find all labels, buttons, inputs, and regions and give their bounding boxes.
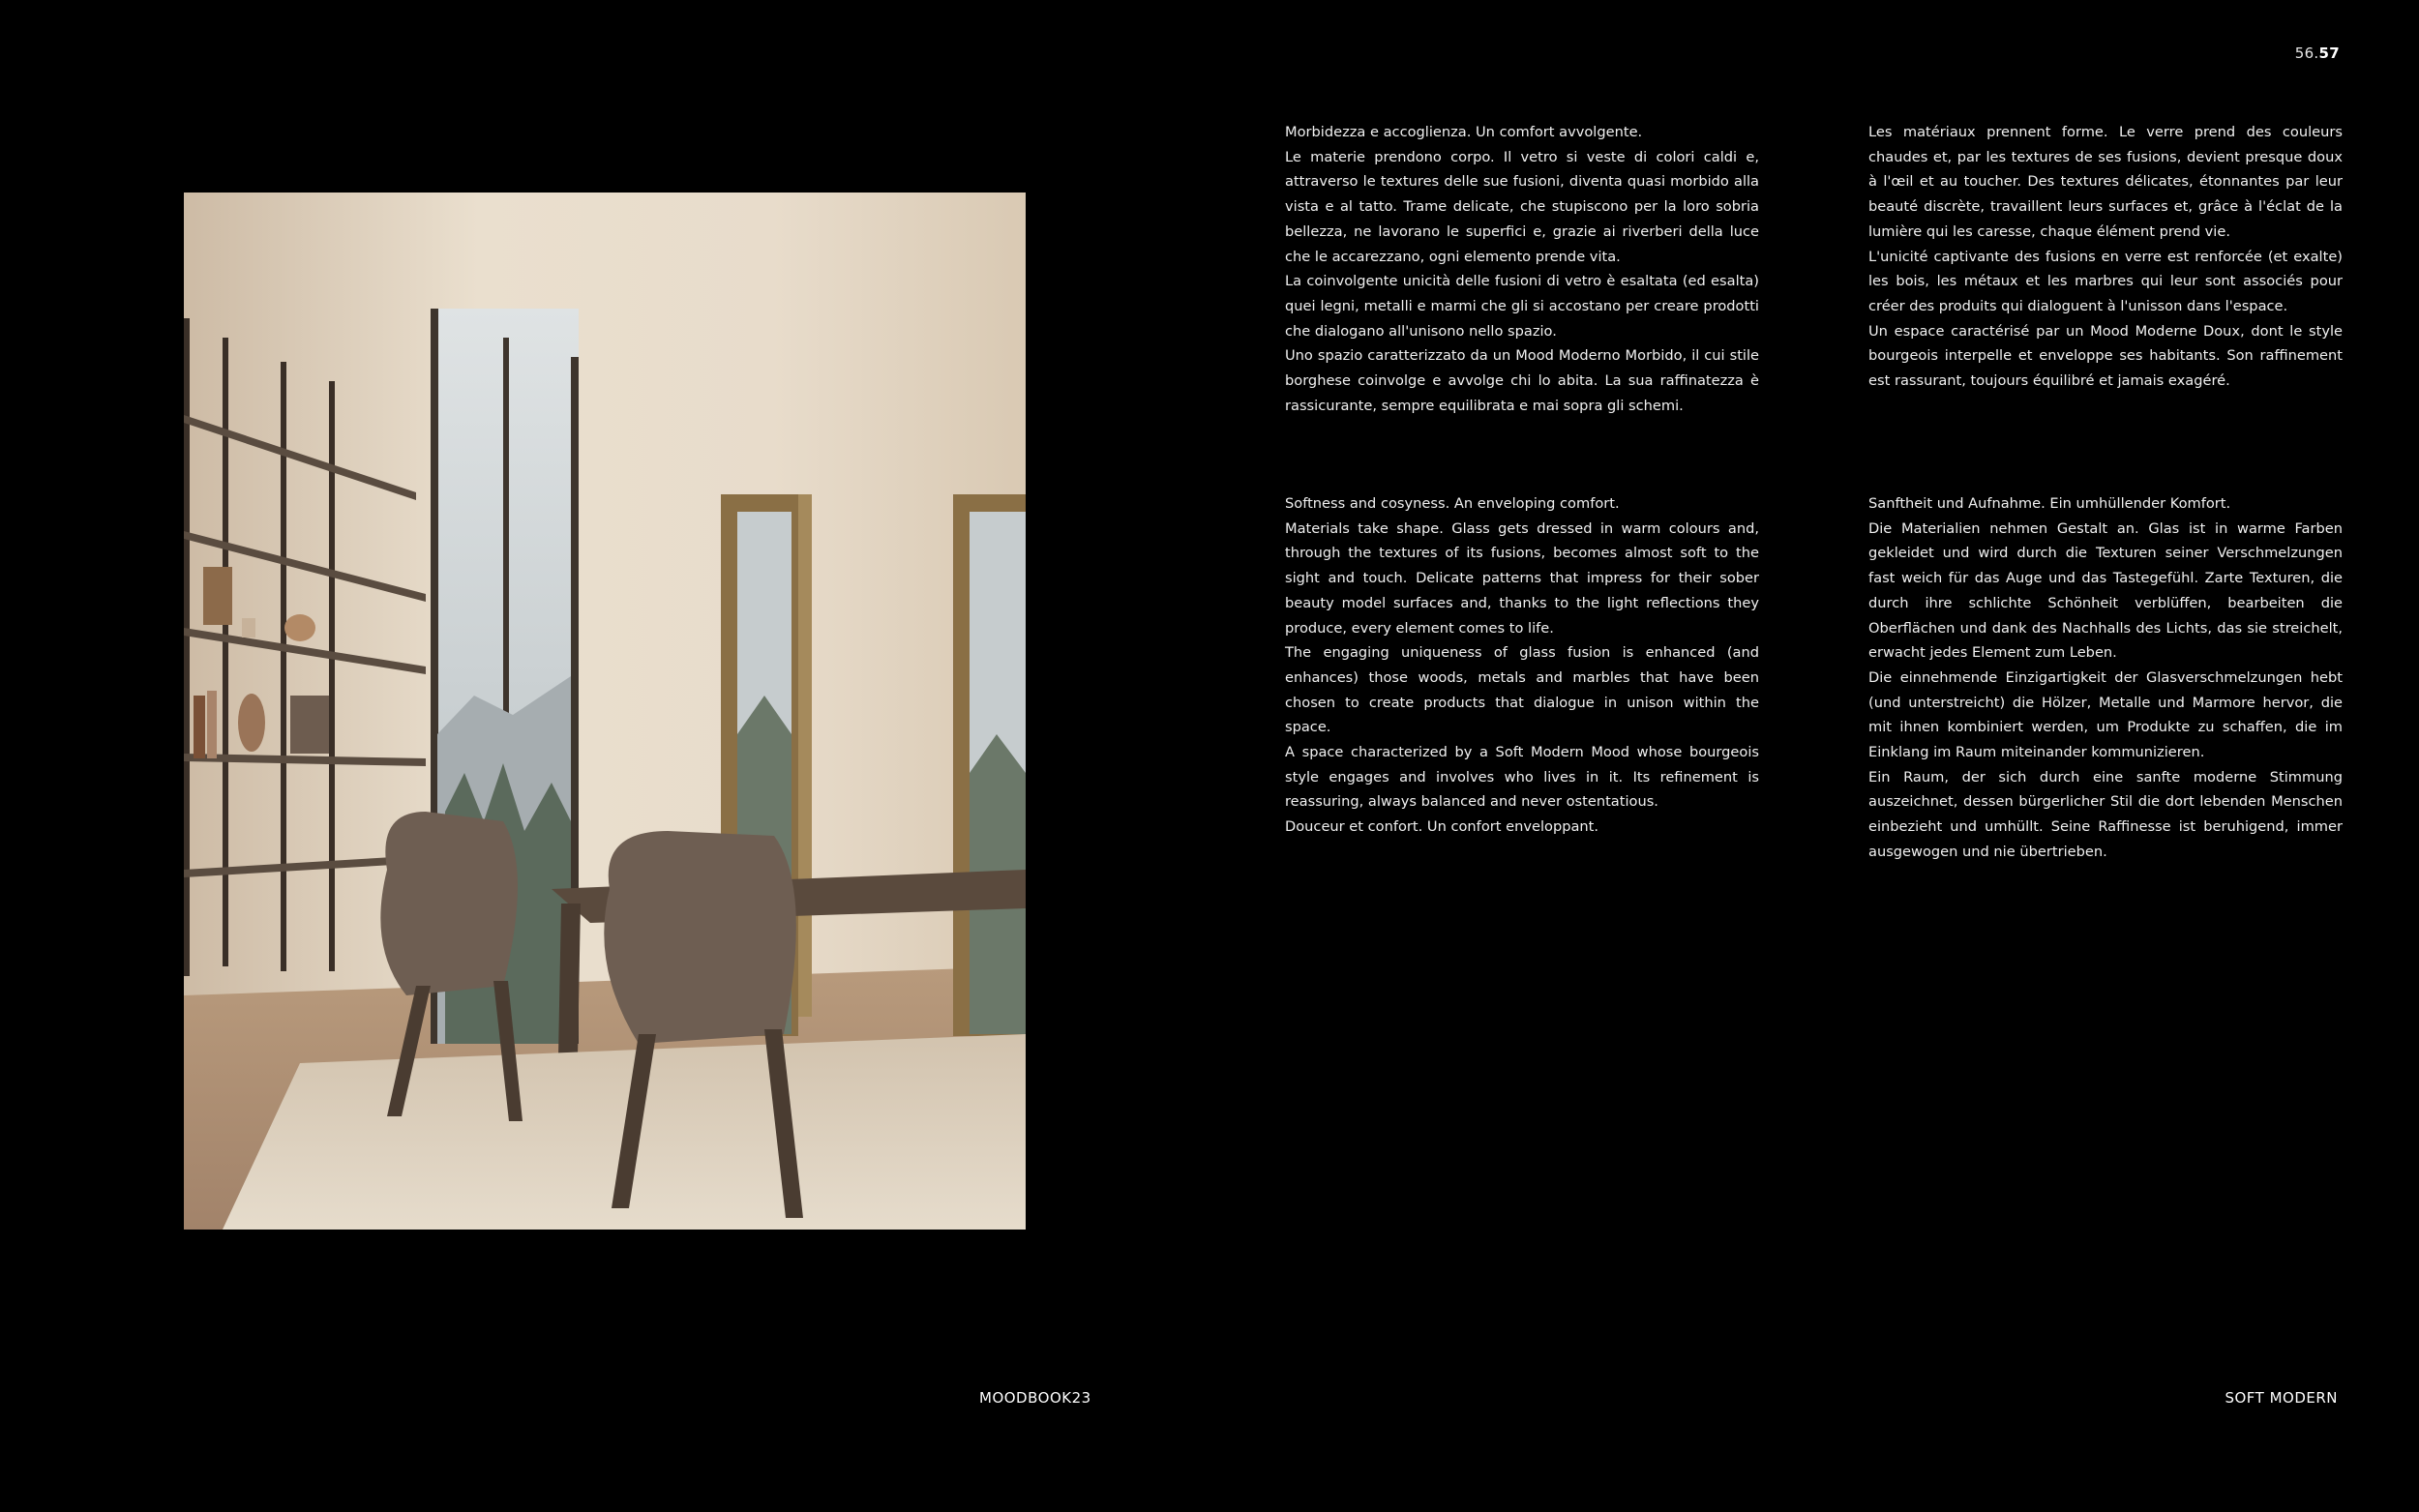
text-german xyxy=(1868,491,2343,865)
text-italian-paragraph: Le materie prendono corpo. Il vetro si veste di colori caldi e, attraverso le textures delle sue fusioni, diventa quasi morbido alla vista e al tatto. Trame delicate, che stupiscono per la loro sobria bellezza, ne lavorano le superfici e, grazie ai riverberi della luce che le accarezzano, ogni elemento prende vita. xyxy=(1285,148,1759,265)
text-english-paragraph: Materials take shape. Glass gets dressed in warm colours and, through the textures of its fusions, becomes almost soft to the sight and touch. Delicate patterns that impress for their sober beauty model surfaces and, thanks to the light reflections they produce, every element comes to life. xyxy=(1285,519,1759,637)
text-german-paragraph: Die einnehmende Einzigartigkeit der Glasverschmelzungen hebt (und unterstreicht) die Hölzer, Metalle und Marmore hervor, die mit ihnen kombiniert werden, um Produkte zu schaffen, die im Einklang im Raum miteinander kommunizieren. xyxy=(1868,668,2343,761)
text-german-heading: Sanftheit und Aufnahme. Ein umhüllender Komfort. xyxy=(1868,495,2231,512)
text-german-paragraph: Ein Raum, der sich durch eine sanfte moderne Stimmung auszeichnet, dessen bürgerlicher Stil die dort lebenden Menschen einbezieht und umhüllt. Seine Raffinesse ist beruhigend, immer ausgewogen und nie übertrieben. xyxy=(1868,768,2343,860)
page-number-left: 56. xyxy=(2294,44,2319,62)
text-english-paragraph: Douceur et confort. Un confort enveloppant. xyxy=(1285,818,1599,836)
text-french xyxy=(1868,120,2343,394)
interior-dining-room-photo xyxy=(184,193,1026,1230)
text-french-paragraph: Un espace caractérisé par un Mood Moderne Doux, dont le style bourgeois interpelle et enveloppe ses habitants. Son raffinement est rassurant, toujours équilibré et jamais exagéré. xyxy=(1868,322,2343,390)
text-italian-heading: Morbidezza e accoglienza. Un comfort avvolgente. xyxy=(1285,124,1643,140)
text-english xyxy=(1285,491,1759,840)
text-english-paragraph: A space characterized by a Soft Modern Mood whose bourgeois style engages and involves who lives in it. Its refinement is reassuring, always balanced and never ostentatious. xyxy=(1285,744,1759,811)
text-italian-paragraph: Uno spazio caratterizzato da un Mood Moderno Morbido, il cui stile borghese coinvolge e avvolge chi lo abita. La sua raffinatezza è rassicurante, sempre equilibrata e mai sopra gli schemi. xyxy=(1285,347,1759,414)
page-number xyxy=(2225,44,2340,62)
text-italian-paragraph: La coinvolgente unicità delle fusioni di vetro è esaltata (ed esalta) quei legni, metalli e marmi che gli si accostano per creare prodotti che dialogano all'unisono nello spazio. xyxy=(1285,273,1759,340)
text-french-heading: Les matériaux prennent forme. Le verre prend des couleurs chaudes et, par les textures de ses fusions, devient presque doux à l'œil et au toucher. Des textures délicates, étonnantes par leur beauté discrète, travaillent leurs surfaces et, grâce à l'éclat de la lumière qui les caresse, chaque élément prend vie. xyxy=(1868,124,2343,240)
footer-brand: MOODBOOK23 xyxy=(979,1389,1091,1407)
text-english-paragraph: The engaging uniqueness of glass fusion is enhanced (and enhances) those woods, metals and marbles that have been chosen to create products that dialogue in unison within the space. xyxy=(1285,644,1759,736)
text-french-paragraph: L'unicité captivante des fusions en verre est renforcée (et exalte) les bois, les métaux et les marbres qui leur sont associés pour créer des produits qui dialoguent à l'unisson dans l'espace. xyxy=(1868,248,2343,314)
text-english-heading: Softness and cosyness. An enveloping comfort. xyxy=(1285,495,1620,512)
text-german-paragraph: Die Materialien nehmen Gestalt an. Glas ist in warme Farben gekleidet und wird durch die Texturen seiner Verschmelzungen fast weich für das Auge und das Tastegefühl. Zarte Texturen, die durch ihre schlichte Schönheit verblüffen, bearbeiten die Oberflächen und dank des Nachhalls des Lichts, das sie streichelt, erwacht jedes Element zum Leben. xyxy=(1868,519,2343,662)
page-number-right: 57 xyxy=(2318,44,2340,62)
footer-section-title: SOFT MODERN xyxy=(2225,1389,2338,1407)
text-italian xyxy=(1285,120,1759,418)
